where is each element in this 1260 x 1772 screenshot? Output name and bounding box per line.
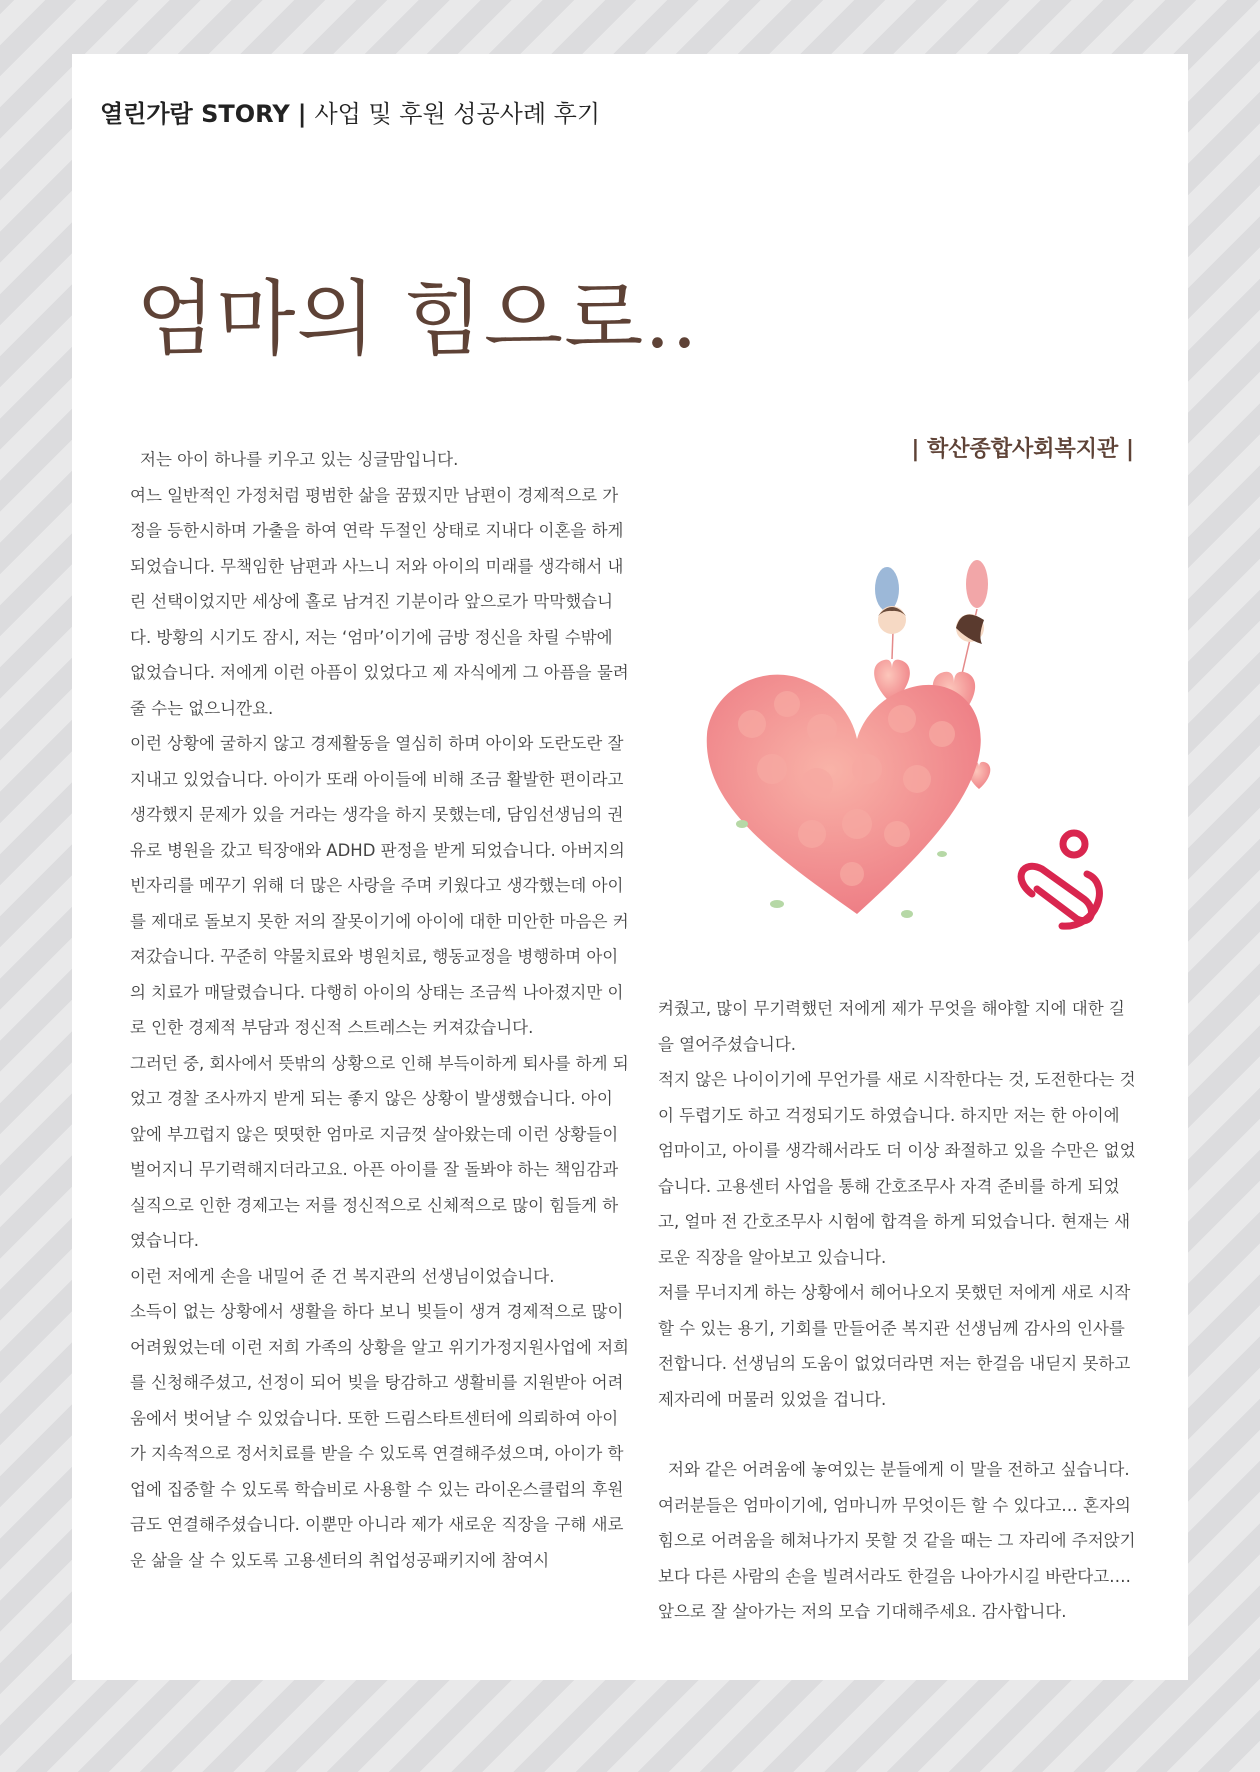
story-paragraph: 그러던 중, 회사에서 뜻밖의 상황으로 인해 부득이하게 퇴사를 하게 되었고 경찰 조사까지 받게 되는 좋지 않은 상황이 발생했습니다. 아이 앞에 부끄럽지 않은 떳떳한 엄마로 지금껏 살아왔는데 이런 상황들이 벌어지니 무기력해지더라고요. 아픈 아이를 잘 돌봐야 하는 책임감과 실직으로 인한 경제고는 저를 정신적으로 신체적으로 많이 힘들게 하였습니다. bbox=[130, 1053, 629, 1250]
story-paragraph: 소득이 없는 상황에서 생활을 하다 보니 빚들이 생겨 경제적으로 많이 어려웠었는데 이런 저희 가족의 상황을 알고 위기가정지원사업에 저희를 신청해주셨고, 선정이 되어 빚을 탕감하고 생활비를 지원받아 어려움에서 벗어날 수 있었습니다. 또한 드림스타트센터에 의뢰하여 아이가 지속적으로 정서치료를 받을 수 있도록 연결해주셨으며, 아이가 학업에 집중할 수 있도록 학습비로 사용할 수 있는 라이온스클럽의 후원금도 연결해주셨습니다. 이뿐만 아니라 제가 새로운 직장을 구해 새로운 삶을 살 수 있도록 고용센터의 취업성공패키지에 참여시 bbox=[130, 1302, 629, 1570]
page-paper bbox=[72, 54, 1188, 1680]
story-paragraph: 켜줬고, 많이 무기력했던 저에게 제가 무엇을 해야할 지에 대한 길을 열어주셨습니다. bbox=[658, 999, 1125, 1054]
story-paragraph: 이런 저에게 손을 내밀어 준 건 복지관의 선생님이었습니다. bbox=[130, 1266, 555, 1286]
story-paragraph: 여느 일반적인 가정처럼 평범한 삶을 꿈꿨지만 남편이 경제적으로 가정을 등한시하며 가출을 하여 연락 두절인 상태로 지내다 이혼을 하게 되었습니다. 무책임한 남편과 사느니 저와 아이의 미래를 생각해서 내린 선택이었지만 세상에 홀로 남겨진 기분이라 앞으로가 막막했습니다. 방황의 시기도 잠시, 저는 ‘엄마’이기에 금방 정신을 차릴 수밖에 없었습니다. 저에게 이런 아픔이 있었다고 제 자식에게 그 아픔을 물려줄 수는 없으니깐요. bbox=[130, 485, 629, 718]
organization-name: | 학산종합사회복지관 | bbox=[911, 437, 1134, 462]
story-paragraph: 앞으로 잘 살아가는 저의 모습 기대해주세요. 감사합니다. bbox=[658, 1602, 1067, 1621]
story-right-column bbox=[658, 991, 1140, 1630]
story-paragraph: 이런 상황에 굴하지 않고 경제활동을 열심히 하며 아이와 도란도란 잘 지내고 있었습니다. 아이가 또래 아이들에 비해 조금 활발한 편이라고 생각했지 문제가 있을 거라는 생각을 하지 못했는데, 담임선생님의 권유로 병원을 갔고 틱장애와 ADHD 판정을 받게 되었습니다. 아버지의 빈자리를 메꾸기 위해 더 많은 사랑을 주며 키웠다고 생각했는데 아이를 제대로 돌보지 못한 저의 잘못이기에 아이에 대한 미안한 마음은 커져갔습니다. 꾸준히 약물치료와 병원치료, 행동교정을 병행하며 아이의 치료가 매달렸습니다. 다행히 아이의 상태는 조금씩 나아졌지만 이로 인한 경제적 부담과 정신적 스트레스는 커져갔습니다. bbox=[130, 734, 629, 1037]
section-header bbox=[100, 94, 600, 129]
story-paragraph: 적지 않은 나이이기에 무언가를 새로 시작한다는 것, 도전한다는 것이 두렵기도 하고 걱정되기도 하였습니다. 하지만 저는 한 아이에 엄마이고, 아이를 생각해서라도 더 이상 좌절하고 있을 수만은 없었습니다. 고용센터 사업을 통해 간호조무사 자격 준비를 하게 되었고, 얼마 전 간호조무사 시험에 합격을 하게 되었습니다. 현재는 새로운 직장을 알아보고 있습니다. bbox=[658, 1070, 1136, 1267]
header-separator: | bbox=[297, 100, 307, 128]
header-brand: 열린가람 STORY bbox=[100, 100, 290, 128]
logo-icon bbox=[1021, 833, 1099, 926]
story-left-column bbox=[130, 442, 630, 1578]
heart-balloon-illustration bbox=[692, 554, 1112, 974]
story-paragraph: 저와 같은 어려움에 놓여있는 분들에게 이 말을 전하고 싶습니다. 여러분들은 엄마이기에, 엄마니까 무엇이든 할 수 있다고… 혼자의 힘으로 어려움을 헤쳐나가지 못할 것 같을 때는 그 자리에 주저앉기보다 다른 사람의 손을 빌려서라도 한걸음 나아가시길 바란다고…. bbox=[658, 1460, 1136, 1586]
heart-icon bbox=[692, 554, 1112, 974]
page-title: 엄마의 힘으로.. bbox=[136, 272, 699, 367]
paragraph-spacer bbox=[658, 1417, 1140, 1452]
story-paragraph: 저를 무너지게 하는 상황에서 헤어나오지 못했던 저에게 새로 시작할 수 있는 용기, 기회를 만들어준 복지관 선생님께 감사의 인사를 전합니다. 선생님의 도움이 없었더라면 저는 한걸음 내딛지 못하고 제자리에 머물러 있었을 겁니다. bbox=[658, 1283, 1131, 1409]
header-subtitle: 사업 및 후원 성공사례 후기 bbox=[314, 100, 601, 128]
story-paragraph: 저는 아이 하나를 키우고 있는 싱글맘입니다. bbox=[140, 450, 459, 469]
